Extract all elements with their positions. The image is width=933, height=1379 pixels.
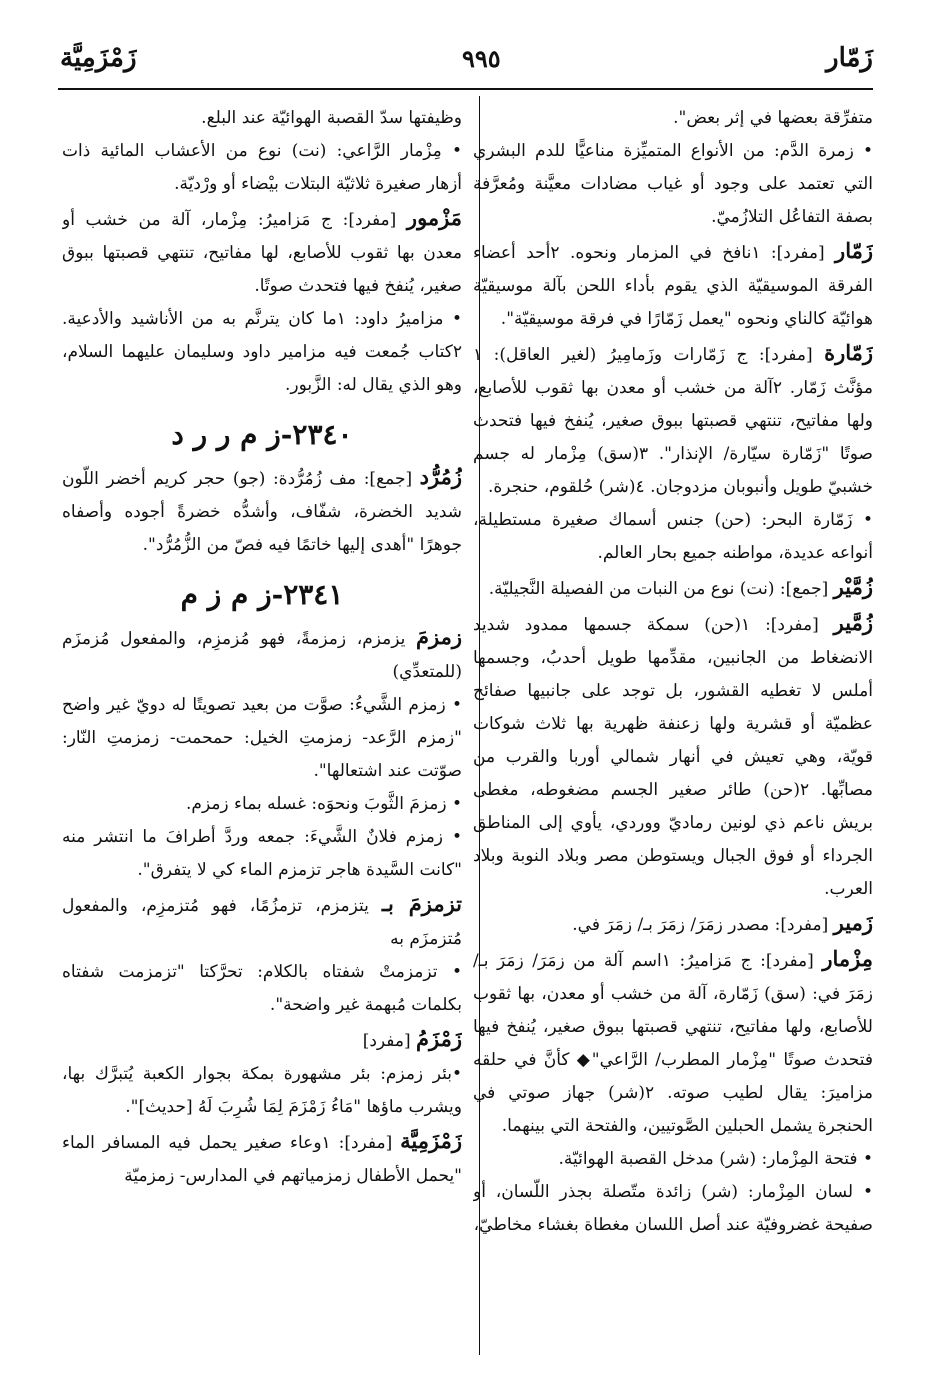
dictionary-entry — [62, 821, 462, 887]
entry-headword: زُمَّيْر — [833, 574, 873, 599]
entry-definition: • زمزمَ الثَّوبَ ونحوَه: غسله بماء زمزم. — [186, 794, 462, 814]
dictionary-entry — [473, 942, 873, 1143]
dictionary-entry — [473, 1176, 873, 1242]
root-heading: ٢٣٤٠-ز م ر ر د — [171, 418, 353, 451]
entry-definition: يتزمزم، تزمزُمًا، فهو مُتزمزِم، والمفعول مُتزمزَم به — [62, 896, 462, 949]
dictionary-entry — [473, 570, 873, 606]
dictionary-entry — [62, 135, 462, 201]
dictionary-entry — [473, 606, 873, 906]
entry-definition: [مفرد]: ج مَزاميرُ: مِزْمار، آلة من خشب أو معدن بها ثقوب للأصابع، لها مفاتيح، تنتهي قصبتها ببوق صغير، يُنفخ فيها فتحدث صوتًا. — [62, 210, 462, 296]
dictionary-entry — [62, 887, 462, 956]
dictionary-entry — [62, 1022, 462, 1058]
entry-definition: • زمرة الدَّم: من الأنواع المتميِّزة مناعيًّا للدم البشري التي تعتمد على وجود أو غياب مضادات معيَّنة ومُعرَّفة بصفة التفاعُل التلازُميّ. — [473, 141, 873, 227]
dictionary-entry — [62, 1058, 462, 1124]
dictionary-entry — [62, 460, 462, 562]
entry-headword: مَزْمور — [406, 205, 462, 230]
dictionary-entry — [473, 336, 873, 504]
dictionary-entry — [62, 956, 462, 1022]
entry-headword: زمزمَ — [416, 624, 462, 649]
entry-definition: • تزمزمتْ شفتاه بالكلام: تحرَّكتا "تزمزمت شفتاه بكلمات مُبهمة غير واضحة". — [62, 962, 462, 1015]
entry-headword: زُمَّير — [833, 610, 873, 635]
entry-headword: زُمُرُّد — [419, 464, 462, 489]
dictionary-entry — [62, 1124, 462, 1193]
entry-definition: • لسان المِزْمار: (شر) زائدة متّصلة بجذر اللّسان، أو صفيحة غضروفيّة عند أصل اللسان مغطاة بغشاء مخاطيّ، — [473, 1182, 873, 1235]
header-right-word: زَمّار — [826, 43, 873, 73]
root-heading: ٢٣٤١-ز م ز م — [180, 578, 344, 611]
entry-definition: •بئر زمزم: بئر مشهورة بمكة بجوار الكعبة يُتبرَّك بها، ويشرب ماؤها "مَاءُ زَمْزَمَ لِمَا شُرِبَ لَهُ [حديث]". — [62, 1064, 462, 1117]
dictionary-entry — [473, 234, 873, 336]
right-column — [473, 102, 873, 1369]
entry-definition: [مفرد]: ج مَزاميرُ: ١اسم آلة من زمَرَ/ زمَرَ بـ/ زمَرَ في: (سق) زَمّارة، آلة من خشب أو معدن، بها ثقوب للأصابع، ولها مفاتيح، تنتهي قصبتها ببوق صغير، يُنفخ فيها فتحدث صوتًا "مِزْمار المطرب/ الرَّاعي"◆ كأنَّ في حلقه مزاميرَ: يقال لطيب صوته. ٢(شر) جهاز صوتي في الحنجرة يشمل الحبلين الصَّوتيين، والفتحة التي بينهما. — [473, 951, 873, 1136]
dictionary-entry — [62, 201, 462, 303]
entry-definition: • زمزم فلانٌ الشَّيءَ: جمعه وردَّ أطرافَ ما انتشر منه "كانت السَّيدة هاجر تزمزم الماء كي لا يتفرق". — [62, 827, 462, 880]
dictionary-entry — [62, 102, 462, 135]
page-header — [60, 34, 873, 82]
entry-definition: • مِزْمار الرَّاعي: (نت) نوع من الأعشاب المائية ذات أزهار صغيرة ثلاثيّة البتلات بيْضاء أو ورْديّة. — [62, 141, 462, 194]
entry-headword: زَمّار — [835, 238, 873, 263]
entry-definition: [مفرد]: ١نافخ في المزمار ونحوه. ٢أحد أعضاء الفرقة الموسيقيّة الذي يقوم بأداء اللحن بآلة موسيقيّة هوائيّة كالناي ونحوه "يعمل زَمّارًا في فرقة موسيقيّة". — [473, 243, 873, 329]
entry-definition: يزمزم، زمزمةً، فهو مُزمزِم، والمفعول مُزمزَم (للمتعدِّي) — [62, 629, 462, 682]
entry-definition: [مفرد]: ج زَمّارات وزَمامِيرُ (لغير العاقل): ١ مؤنَّث زَمّار. ٢آلة من خشب أو معدن بها ثقوب للأصابع، ولها مفاتيح، تنتهي قصبتها ببوق صغير، يُنفخ فيها فتحدث صوتًا "زَمّارة سيّارة/ الإنذار". ٣(سق) مِزْمار له جسم خشبيّ طويل وأنبوبان مزدوجان. ٤(شر) حُلقوم، حنجرة. — [473, 345, 873, 497]
dictionary-entry — [473, 504, 873, 570]
dictionary-entry — [62, 689, 462, 788]
entry-definition: • زَمّارة البحر: (حن) جنس أسماك صغيرة مستطيلة، أنواعه عديدة، مواطنه جميع بحار العالم. — [473, 510, 873, 563]
dictionary-entry — [473, 102, 873, 135]
entry-headword: زَمّارة — [824, 340, 873, 365]
entry-definition: • زمزم الشَّيءُ: صوَّت من بعيد تصويتًا له دويّ غير واضح "زمزم الرَّعد- زمزمتِ الخيل: حمحمت- زمزمتِ النّار: صوّتت عند اشتعالها". — [62, 695, 462, 781]
entry-definition: [مفرد]: ١(حن) سمكة جسمها ممدود شديد الانضغاط من الجانبين، مقدِّمها طويل أحدبُ، وجسمها أملس لا تغطيه القشور، بل توجد على جانبيها صفائح عظميّة أو قشرية ولها زعنفة ظهرية بها ثلاث شوكات قويّة، وهي تعيش في أنهار شمالي أوربا والقرب من مصابِّها. ٢(حن) طائر صغير الجسم مضغوطه، مغطى بريش ناعم ذي لونين رماديّ ووردي، يأوي إلى المناطق الجرداء أو فوق الجبال ويستوطن مصر وبلاد النوبة وبلاد العرب. — [473, 615, 873, 899]
dictionary-entry — [62, 788, 462, 821]
page-number: ٩٩٥ — [461, 43, 501, 73]
header-left-word: زَمْزَمِيَّة — [60, 43, 137, 73]
header-rule — [58, 88, 873, 90]
left-column — [62, 102, 462, 1369]
dictionary-entry — [473, 1143, 873, 1176]
dictionary-entry — [473, 135, 873, 234]
entry-definition: [مفرد]: ١وعاء صغير يحمل فيه المسافر الماء "يحمل الأطفال زمزمياتهم في المدارس- زمزميّة — [62, 1133, 462, 1186]
entry-definition: [جمع]: (نت) نوع من النبات من الفصيلة النَّجيليّة. — [488, 579, 834, 599]
entry-definition: • مزاميرُ داود: ١ما كان يترنَّم به من الأناشيد والأدعية. ٢كتاب جُمعت فيه مزامير داود وسليمان عليهما السلام، وهو الذي يقال له: الزَّبور. — [62, 309, 462, 395]
entry-headword: مِزْمار — [822, 946, 873, 971]
entry-headword: زَمْزَمِيَّة — [400, 1128, 462, 1153]
entry-headword: تزمزمَ بـ — [381, 891, 462, 916]
dictionary-entry — [62, 620, 462, 689]
entry-definition: متفرِّقة بعضها في إثر بعض". — [673, 108, 873, 128]
entry-definition: [جمع]: مف زُمُرُّدة: (جو) حجر كريم أخضر اللّون شديد الخضرة، شفّاف، وأشدُّه خضرةً أجوده وأصفاه جوهرًا "أهدى إليها خاتمًا فيه فصّ من الزُّمُرُّد". — [62, 469, 462, 555]
entry-headword: زَمْزَمُ — [416, 1026, 462, 1051]
dictionary-entry — [62, 303, 462, 402]
entry-definition: وظيفتها سدّ القصبة الهوائيّة عند البلع. — [201, 108, 462, 128]
entry-definition: • فتحة المِزْمار: (شر) مدخل القصبة الهوائيّة. — [558, 1149, 873, 1169]
entry-definition: [مفرد] — [362, 1031, 417, 1051]
entry-headword: زَمير — [833, 910, 873, 935]
entry-definition: [مفرد]: مصدر زمَرَ/ زمَرَ بـ/ زمَرَ في. — [572, 915, 834, 935]
dictionary-entry — [473, 906, 873, 942]
